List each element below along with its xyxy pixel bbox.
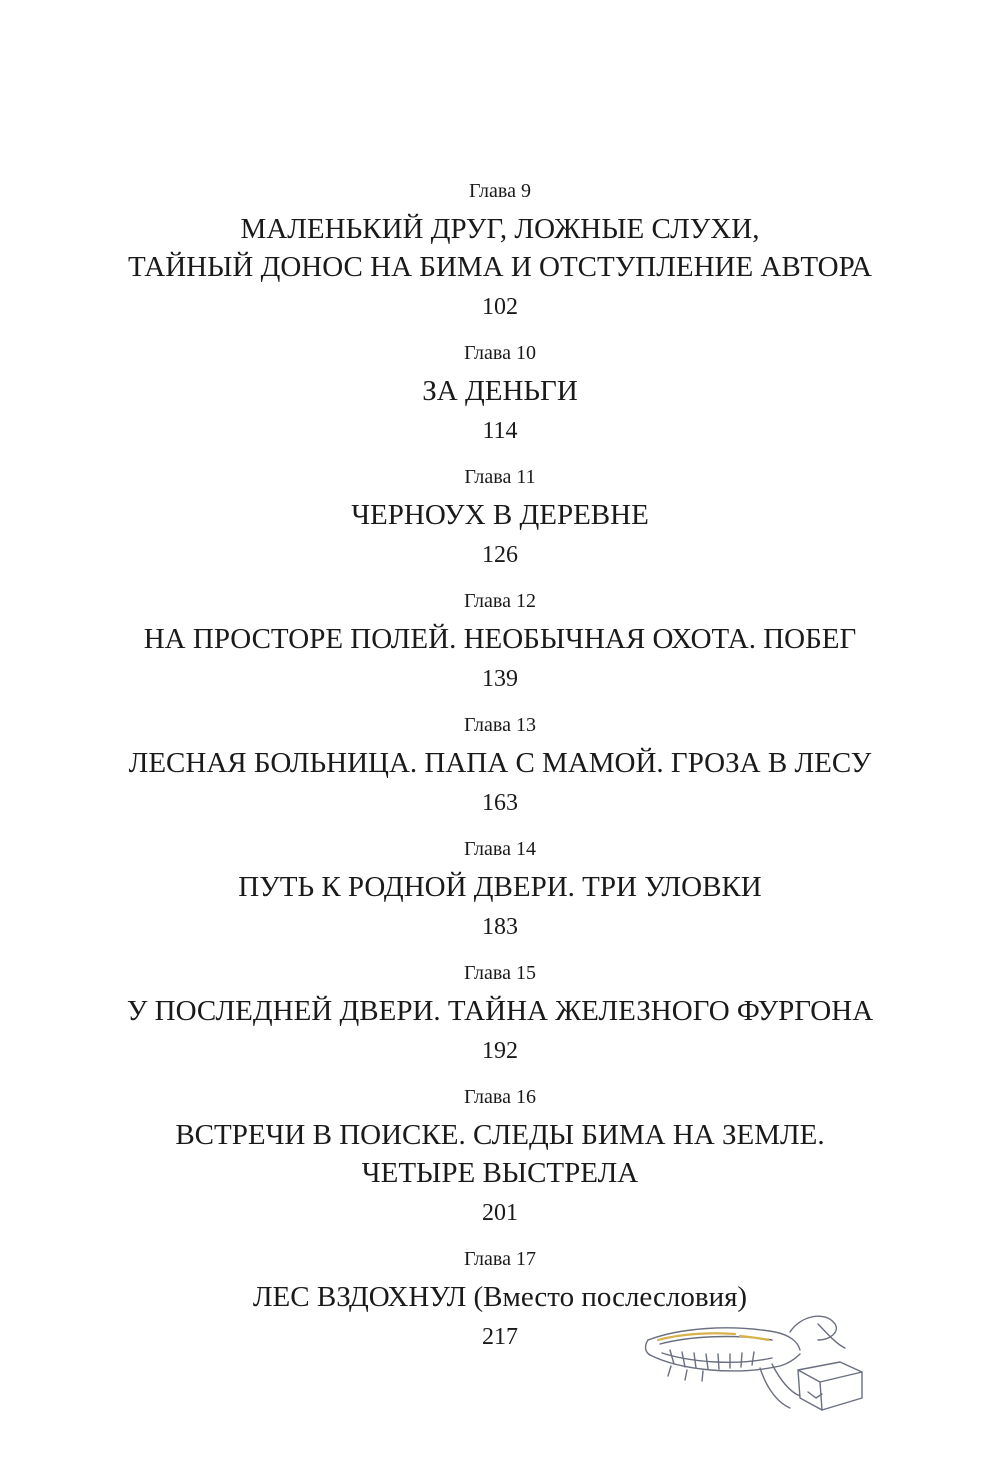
toc-entry-chapter-12 — [0, 588, 1000, 694]
chapter-page-number: 139 — [482, 666, 518, 692]
chapter-title — [0, 372, 1000, 410]
chapter-title — [0, 496, 1000, 534]
chapter-title — [0, 620, 1000, 658]
chapter-title-line: ЛЕС ВЗДОХНУЛ (Вместо послесловия) — [252, 1281, 748, 1313]
chapter-page-number: 192 — [482, 1038, 518, 1064]
table-of-contents — [0, 178, 1000, 1352]
chapter-title — [0, 1116, 1000, 1192]
chapter-title-line: ЧЕТЫРЕ ВЫСТРЕЛА — [361, 1157, 639, 1189]
toc-entry-chapter-14 — [0, 836, 1000, 942]
chapter-page-number: 114 — [482, 418, 518, 444]
toc-entry-chapter-11 — [0, 464, 1000, 570]
chapter-title — [0, 868, 1000, 906]
chapter-title-line: НА ПРОСТОРЕ ПОЛЕЙ. НЕОБЫЧНАЯ ОХОТА. ПОБЕГ — [143, 623, 857, 655]
chapter-label: Глава 14 — [464, 838, 536, 860]
chapter-label: Глава 15 — [464, 962, 536, 984]
chapter-title — [0, 992, 1000, 1030]
chapter-page-number: 163 — [482, 790, 518, 816]
chapter-label: Глава 10 — [464, 342, 536, 364]
chapter-title-line: ПУТЬ К РОДНОЙ ДВЕРИ. ТРИ УЛОВКИ — [238, 871, 762, 903]
chapter-page-number: 217 — [482, 1324, 518, 1350]
toc-entry-chapter-15 — [0, 960, 1000, 1066]
chapter-page-number: 201 — [482, 1200, 518, 1226]
chapter-title-line: ЧЕРНОУХ В ДЕРЕВНЕ — [351, 499, 649, 531]
chapter-label: Глава 17 — [464, 1248, 536, 1270]
toc-entry-chapter-13 — [0, 712, 1000, 818]
chapter-title — [0, 210, 1000, 286]
toc-entry-chapter-10 — [0, 340, 1000, 446]
chapter-title-line: У ПОСЛЕДНЕЙ ДВЕРИ. ТАЙНА ЖЕЛЕЗНОГО ФУРГОНА — [126, 995, 874, 1027]
chapter-title-line: ВСТРЕЧИ В ПОИСКЕ. СЛЕДЫ БИМА НА ЗЕМЛЕ. — [175, 1119, 825, 1151]
chapter-page-number: 102 — [482, 294, 518, 320]
chapter-title-line: ТАЙНЫЙ ДОНОС НА БИМА И ОТСТУПЛЕНИЕ АВТОРА — [127, 251, 872, 283]
chapter-label: Глава 12 — [464, 590, 536, 612]
chapter-page-number: 126 — [482, 542, 518, 568]
chapter-label: Глава 11 — [464, 466, 536, 488]
chapter-page-number: 183 — [482, 914, 518, 940]
chapter-title-line: ЗА ДЕНЬГИ — [422, 375, 578, 407]
dog-collar-sketch-icon — [640, 1310, 870, 1420]
chapter-title-line: ЛЕСНАЯ БОЛЬНИЦА. ПАПА С МАМОЙ. ГРОЗА В ЛЕСУ — [128, 747, 872, 779]
toc-entry-chapter-16 — [0, 1084, 1000, 1228]
chapter-label: Глава 13 — [464, 714, 536, 736]
toc-entry-chapter-9 — [0, 178, 1000, 322]
chapter-title — [0, 744, 1000, 782]
chapter-label: Глава 16 — [464, 1086, 536, 1108]
chapter-label: Глава 9 — [469, 180, 531, 202]
chapter-title-line: МАЛЕНЬКИЙ ДРУГ, ЛОЖНЫЕ СЛУХИ, — [240, 213, 760, 245]
